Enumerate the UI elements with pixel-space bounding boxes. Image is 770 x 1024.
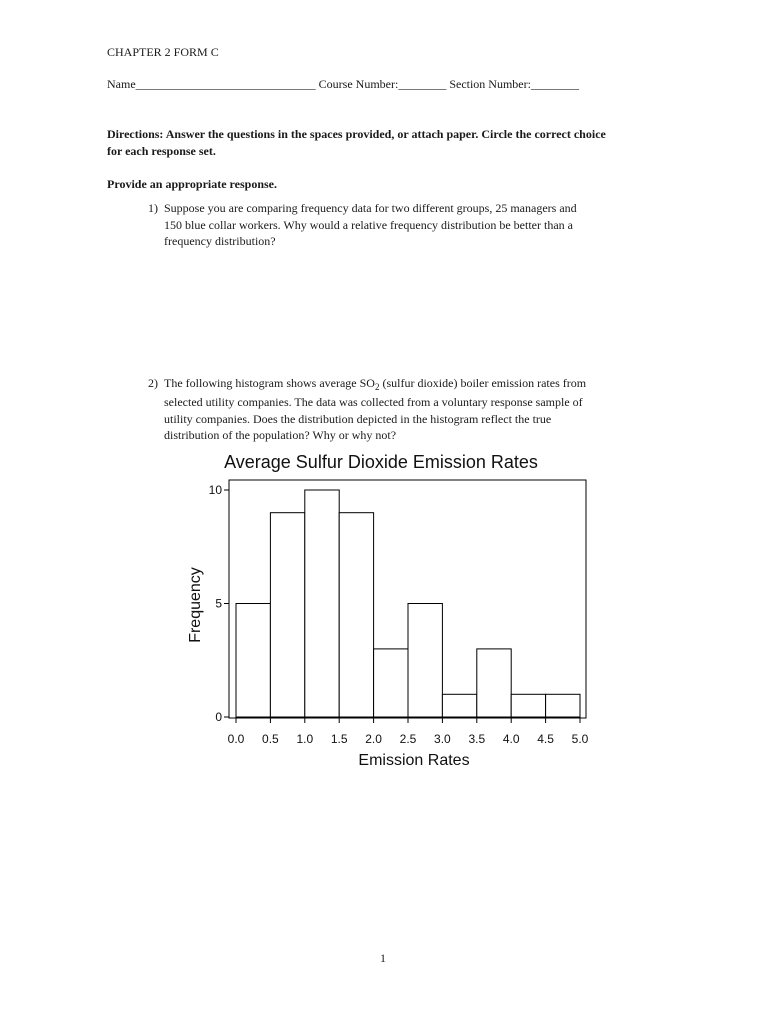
name-label: Name <box>107 77 136 91</box>
x-tick-label: 2.5 <box>399 732 417 746</box>
x-tick-label: 3.0 <box>434 732 451 746</box>
y-axis-label: Frequency <box>187 567 204 643</box>
x-axis <box>228 718 589 746</box>
course-number-field[interactable]: ________ <box>398 77 447 91</box>
histogram-bar <box>305 490 339 717</box>
x-tick-label: 2.0 <box>365 732 382 746</box>
y-tick-label: 10 <box>208 483 222 497</box>
histogram-bar <box>442 694 476 717</box>
question-text-before-formula: The following histogram shows average SO <box>164 376 375 390</box>
question-text-line: distribution of the population? Why or why not? <box>164 428 397 442</box>
question-text-line: utility companies. Does the distribution depicted in the histogram reflect the true <box>164 411 552 426</box>
x-tick-label: 0.0 <box>227 732 245 746</box>
student-info-line <box>107 77 579 92</box>
y-axis <box>209 483 229 724</box>
histogram-bar <box>270 513 304 717</box>
x-tick-label: 1.5 <box>330 732 348 746</box>
chapter-heading: CHAPTER 2 FORM C <box>107 45 219 59</box>
name-field[interactable]: ______________________________ <box>135 77 316 91</box>
so2-subscript: 2 <box>374 382 380 392</box>
question-number: 1) <box>148 201 158 215</box>
directions-line-1: Directions: Answer the questions in the spaces provided, or attach paper. Circle the correct choice <box>107 127 606 141</box>
histogram-bars <box>236 490 580 717</box>
question-text-line: frequency distribution? <box>164 234 276 248</box>
y-tick-label: 5 <box>215 596 222 611</box>
section-number-label: Section Number: <box>449 77 531 91</box>
page-number: 1 <box>380 951 386 965</box>
section-number-field[interactable]: ________ <box>530 77 579 91</box>
question-text-after-formula: (sulfur dioxide) boiler emission rates from <box>379 376 587 390</box>
histogram-bar <box>339 513 373 717</box>
histogram-bar <box>236 604 270 718</box>
question-text-line: 150 blue collar workers. Why would a relative frequency distribution be better than a <box>164 217 573 232</box>
directions-line-2: for each response set. <box>107 144 216 158</box>
section-heading: Provide an appropriate response. <box>107 177 278 191</box>
question-text-line: selected utility companies. The data was collected from a voluntary response sample of <box>164 395 583 409</box>
x-tick-label: 5.0 <box>571 732 589 746</box>
x-tick-label: 4.0 <box>502 732 520 746</box>
question-number: 2) <box>148 376 158 390</box>
chart-title: Average Sulfur Dioxide Emission Rates <box>224 452 538 472</box>
y-tick-label: 0 <box>215 710 222 724</box>
question-text-line <box>164 375 586 396</box>
course-number-label: Course Number: <box>318 77 399 91</box>
x-axis-label: Emission Rates <box>358 752 470 769</box>
question-text-line: Suppose you are comparing frequency data for two different groups, 25 managers and <box>164 201 577 215</box>
histogram-bar <box>408 604 442 718</box>
x-tick-label: 0.5 <box>262 732 279 746</box>
histogram-bar <box>546 694 580 717</box>
histogram-bar <box>477 649 511 717</box>
histogram-bar <box>511 694 545 717</box>
histogram-bar <box>374 649 408 717</box>
histogram-chart <box>180 445 600 775</box>
x-tick-label: 1.0 <box>296 732 314 746</box>
x-tick-label: 3.5 <box>468 732 486 746</box>
x-tick-label: 4.5 <box>537 732 554 746</box>
